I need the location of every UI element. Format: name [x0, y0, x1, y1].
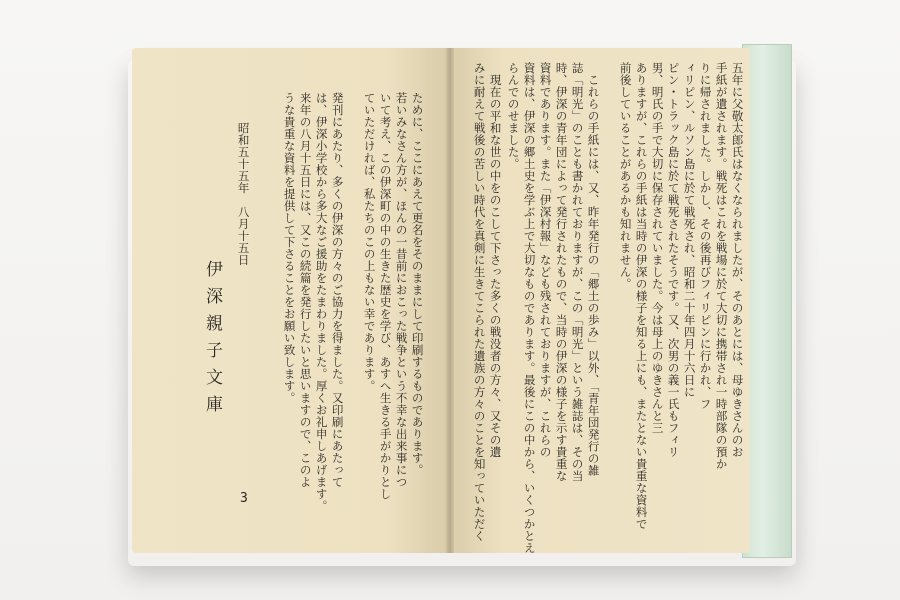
- right-column-8: 前後していることがあるかも知れません。: [618, 62, 633, 290]
- right-column-5: ピン・トラック島に於て戦死されたそうです。又、次男の義一氏もフィリ: [666, 62, 681, 458]
- right-column-10: これらの手紙には、又、昨年発行の「郷土の歩み」以外、「青年団発行の雑: [586, 62, 601, 477]
- right-column-6: 男、明氏の手で大切に保存されていました。今は母上のゆきさんと三: [650, 62, 665, 434]
- right-page[interactable]: [450, 48, 750, 553]
- book-gutter: [446, 48, 454, 553]
- right-column-3: りに帰されました。しかし、その後再びフィリピンに行かれ、フ: [698, 62, 713, 410]
- left-column-4: ていただければ、私たちのこの上もない幸であります。: [362, 92, 377, 392]
- left-column-7: は、伊深小学校から多大なご援助をたまわりました。厚くお礼申しあげます。: [314, 92, 329, 512]
- left-column-3: いて考え、この伊深町の中の生きた歴史を学び、あすへ生きる手がかりとし: [378, 92, 393, 500]
- right-column-17: 現在の平和な世の中をのこして下さった多くの戦没者の方々、又その遺: [488, 62, 503, 458]
- right-column-1: 五年に父敬太郎氏はなくなられましたが、そのあとには、母ゆきさんのお: [730, 62, 745, 458]
- page-number: 3: [240, 491, 248, 506]
- right-column-12: 時、伊深の青年団によって発行されたもので、当時の伊深の様子を示す貴重な: [554, 62, 569, 482]
- publication-date: 昭和五十五年 八月十五日: [236, 122, 251, 266]
- right-column-13: 資料であります。また「伊深村報」なども残されておりますが、これらの: [538, 62, 553, 458]
- left-page[interactable]: [132, 48, 450, 553]
- left-column-1: ために、ここにあえて更名をそのままにして印刷するものであります。: [410, 92, 425, 476]
- left-column-2: 若いみなさん方が、ほんの一昔前におこった戦争という不幸な出来事につ: [394, 92, 409, 488]
- left-column-8: 来年の八月十五日には、又この続篇を発行したいと思いますので、このよ: [298, 92, 313, 488]
- left-column-9: うな貴重な資料を提供して下さることをお願い致します。: [282, 92, 297, 404]
- right-column-4: ィリピン、ルソン島に於て戦死され、昭和二十年四月十六日に: [682, 62, 697, 398]
- right-column-2: 手紙が遺されます。戦死はこれを戦場に於て大切に携帯され一時部隊の預か: [714, 62, 729, 470]
- right-column-11: 誌「明光」のことも書かれておりますが、この「明光」という雑誌は、その当: [570, 62, 585, 482]
- right-column-18: みに耐えて戦後の苦しい時代を真剣に生きてこられた遺族の方々のことを知っていただく: [472, 62, 487, 542]
- right-column-7: ありますが、これらの手紙は当時の伊深の様子を知る上にも、またとない貴重な資料で: [634, 62, 649, 530]
- right-column-14: 資料は、伊深の郷土史を学ぶ上で大切なものであります。最後にこの中から、いくつかとえ: [522, 62, 537, 554]
- left-column-6: 発刊にあたり、多くの伊深の方々のご協力を得ました。又印刷にあたって: [330, 92, 345, 488]
- right-column-15: らんでのせました。: [506, 62, 521, 170]
- signature-publisher: 伊深親子文庫: [202, 260, 222, 422]
